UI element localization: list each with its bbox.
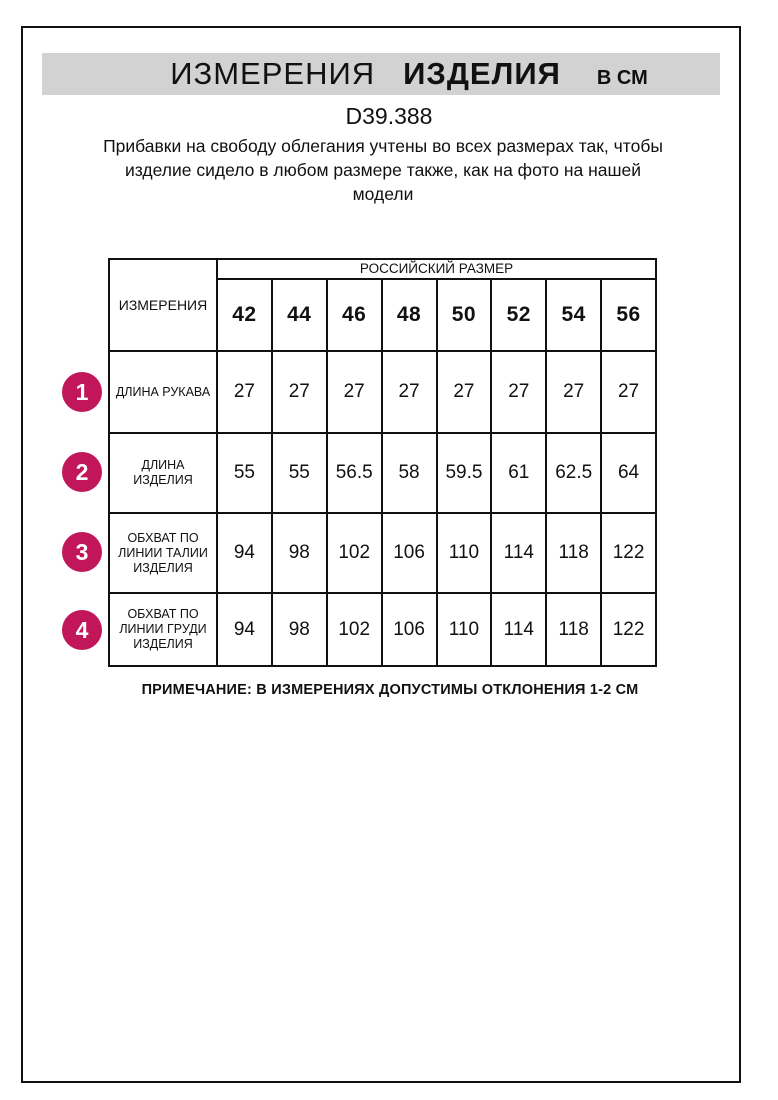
measurement-value: 58 bbox=[382, 433, 437, 513]
measurement-value: 64 bbox=[601, 433, 656, 513]
measurement-value: 59.5 bbox=[437, 433, 492, 513]
measurement-value: 110 bbox=[437, 593, 492, 666]
measurement-value: 110 bbox=[437, 513, 492, 593]
title-bar-inner bbox=[170, 56, 648, 92]
size-header-cell: 54 bbox=[546, 279, 601, 351]
measurement-value: 55 bbox=[217, 433, 272, 513]
page-title-measurements: ИЗМЕРЕНИЯ bbox=[170, 56, 376, 91]
measurement-value: 62.5 bbox=[546, 433, 601, 513]
row-number-badge-4: 4 bbox=[62, 610, 102, 650]
size-header-cell: 46 bbox=[327, 279, 382, 351]
table-row-garment-length bbox=[109, 433, 656, 513]
measurement-value: 27 bbox=[327, 351, 382, 433]
measurement-value: 114 bbox=[491, 513, 546, 593]
measurement-value: 106 bbox=[382, 513, 437, 593]
corner-header-cell: ИЗМЕРЕНИЯ bbox=[109, 259, 217, 351]
size-table bbox=[108, 258, 657, 667]
measurement-value: 122 bbox=[601, 513, 656, 593]
measurement-value: 106 bbox=[382, 593, 437, 666]
page-title-product: ИЗДЕЛИЯ bbox=[403, 56, 561, 91]
measurement-value: 118 bbox=[546, 513, 601, 593]
measurement-value: 27 bbox=[382, 351, 437, 433]
measurement-value: 56.5 bbox=[327, 433, 382, 513]
measurement-value: 98 bbox=[272, 513, 327, 593]
size-header-cell: 56 bbox=[601, 279, 656, 351]
measurement-value: 27 bbox=[491, 351, 546, 433]
measurement-label: ДЛИНА ИЗДЕЛИЯ bbox=[109, 433, 217, 513]
measurement-value: 122 bbox=[601, 593, 656, 666]
measurement-value: 94 bbox=[217, 593, 272, 666]
row-number-badge-3: 3 bbox=[62, 532, 102, 572]
size-header-cell: 44 bbox=[272, 279, 327, 351]
measurement-value: 102 bbox=[327, 593, 382, 666]
page-title-units: В СМ bbox=[596, 66, 648, 89]
product-code: D39.388 bbox=[345, 103, 433, 129]
measurement-label: ОБХВАТ ПО ЛИНИИ ГРУДИ ИЗДЕЛИЯ bbox=[109, 593, 217, 666]
measurement-value: 102 bbox=[327, 513, 382, 593]
measurement-label: ДЛИНА РУКАВА bbox=[109, 351, 217, 433]
measurement-value: 94 bbox=[217, 513, 272, 593]
measurement-value: 98 bbox=[272, 593, 327, 666]
table-row-waist-girth bbox=[109, 513, 656, 593]
row-number-badge-2: 2 bbox=[62, 452, 102, 492]
size-header-cell: 50 bbox=[437, 279, 492, 351]
measurement-label: ОБХВАТ ПО ЛИНИИ ТАЛИИ ИЗДЕЛИЯ bbox=[109, 513, 217, 593]
fit-description: Прибавки на свободу облегания учтены во всех размерах так, чтобы изделие сидело в любом размере также, как на фото на нашей модели bbox=[103, 136, 663, 204]
measurement-value: 27 bbox=[272, 351, 327, 433]
size-header-cell: 42 bbox=[217, 279, 272, 351]
measurement-value: 27 bbox=[437, 351, 492, 433]
row-number-badge-1: 1 bbox=[62, 372, 102, 412]
size-header-cell: 52 bbox=[491, 279, 546, 351]
tolerance-note: ПРИМЕЧАНИЕ: В ИЗМЕРЕНИЯХ ДОПУСТИМЫ ОТКЛОНЕНИЯ 1-2 СМ bbox=[141, 682, 639, 698]
measurement-value: 27 bbox=[601, 351, 656, 433]
measurement-value: 55 bbox=[272, 433, 327, 513]
measurement-value: 61 bbox=[491, 433, 546, 513]
measurement-value: 27 bbox=[546, 351, 601, 433]
measurement-value: 118 bbox=[546, 593, 601, 666]
table-row-sleeve-length bbox=[109, 351, 656, 433]
measurement-value: 114 bbox=[491, 593, 546, 666]
table-row-group-header bbox=[109, 259, 656, 279]
russian-size-header-cell: РОССИЙСКИЙ РАЗМЕР bbox=[217, 259, 656, 279]
size-header-cell: 48 bbox=[382, 279, 437, 351]
title-bar bbox=[42, 53, 720, 95]
measurement-value: 27 bbox=[217, 351, 272, 433]
table-row-chest-girth bbox=[109, 593, 656, 666]
